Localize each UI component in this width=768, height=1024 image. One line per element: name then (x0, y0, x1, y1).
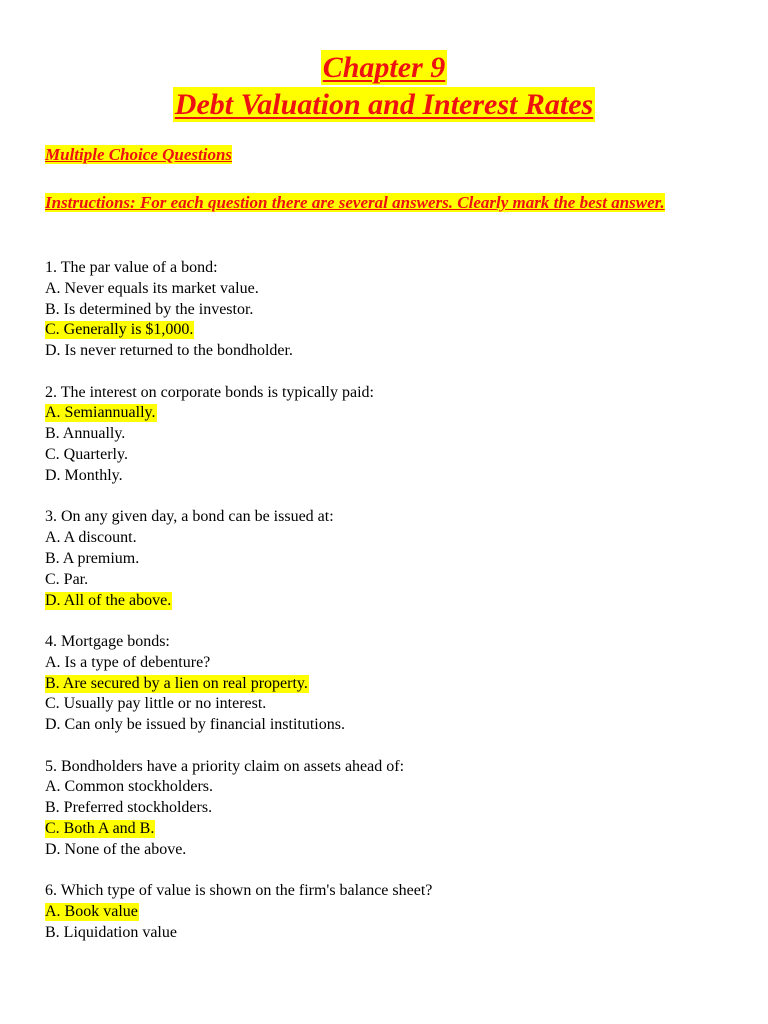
answer-option-text: C. Quarterly. (45, 446, 128, 464)
answer-option-text: B. Is determined by the investor. (45, 300, 254, 318)
answer-option (45, 466, 725, 487)
answer-option-text: D. Monthly. (45, 466, 123, 484)
question-stem (45, 632, 725, 653)
answer-option (45, 923, 725, 944)
answer-option-highlighted (45, 591, 725, 612)
answer-option (45, 279, 725, 300)
answer-option (45, 300, 725, 321)
answer-option-highlighted (45, 674, 725, 695)
question-stem-text: 1. The par value of a bond: (45, 259, 218, 276)
answer-option-text: D. None of the above. (45, 840, 187, 858)
answer-option-text: C. Generally is $1,000. (45, 321, 194, 339)
answer-option-text: A. Semiannually. (45, 404, 156, 422)
answer-option-text: B. Are secured by a lien on real property. (45, 674, 308, 692)
answer-option-text: D. Can only be issued by financial institutions. (45, 716, 345, 734)
question-1 (45, 258, 725, 362)
title-block (0, 50, 768, 124)
answer-option-text: B. Liquidation value (45, 923, 177, 941)
answer-option-text: A. Book value (45, 903, 138, 921)
chapter-heading: Chapter 9 (322, 51, 446, 84)
answer-option-text: C. Par. (45, 570, 89, 588)
answer-option (45, 549, 725, 570)
answer-option (45, 445, 725, 466)
question-stem (45, 881, 725, 902)
answer-option-highlighted (45, 403, 725, 424)
answer-option-text: C. Usually pay little or no interest. (45, 695, 267, 713)
answer-option (45, 777, 725, 798)
answer-option-highlighted (45, 819, 725, 840)
question-list (45, 258, 725, 964)
answer-option (45, 528, 725, 549)
section-heading (45, 144, 232, 165)
answer-option-text: D. All of the above. (45, 591, 172, 609)
answer-option-text: D. Is never returned to the bondholder. (45, 342, 293, 360)
answer-option-text: B. Annually. (45, 425, 126, 443)
chapter-title: Debt Valuation and Interest Rates (174, 88, 594, 121)
answer-option-highlighted (45, 902, 725, 923)
answer-option-text: A. Common stockholders. (45, 778, 213, 796)
answer-option (45, 694, 725, 715)
answer-option-text: B. Preferred stockholders. (45, 799, 213, 817)
answer-option (45, 424, 725, 445)
instructions (45, 190, 710, 215)
answer-option-text: A. Never equals its market value. (45, 279, 259, 297)
question-stem-text: 5. Bondholders have a priority claim on assets ahead of: (45, 757, 405, 775)
answer-option (45, 653, 725, 674)
section-heading-text: Multiple Choice Questions (45, 145, 233, 164)
answer-option-text: A. Is a type of debenture? (45, 653, 211, 671)
question-stem-text: 3. On any given day, a bond can be issued at: (45, 508, 334, 526)
answer-option (45, 341, 725, 362)
answer-option-text: A. A discount. (45, 529, 137, 547)
question-3 (45, 507, 725, 611)
answer-option (45, 798, 725, 819)
answer-option (45, 715, 725, 736)
question-stem-text: 6. Which type of value is shown on the firm's balance sheet? (45, 882, 433, 900)
answer-option (45, 840, 725, 861)
answer-option-text: C. Both A and B. (45, 820, 155, 838)
question-5 (45, 757, 725, 861)
answer-option (45, 570, 725, 591)
question-stem (45, 383, 725, 404)
question-6 (45, 881, 725, 943)
answer-option-highlighted (45, 320, 725, 341)
question-stem-text: 2. The interest on corporate bonds is typically paid: (45, 383, 374, 401)
question-stem (45, 757, 725, 778)
question-stem-text: 4. Mortgage bonds: (45, 633, 170, 651)
instructions-text: Instructions: For each question there are several answers. Clearly mark the best answer. (45, 193, 665, 212)
question-4 (45, 632, 725, 736)
question-2 (45, 383, 725, 487)
answer-option-text: B. A premium. (45, 549, 140, 567)
question-stem (45, 258, 725, 279)
question-stem (45, 507, 725, 528)
